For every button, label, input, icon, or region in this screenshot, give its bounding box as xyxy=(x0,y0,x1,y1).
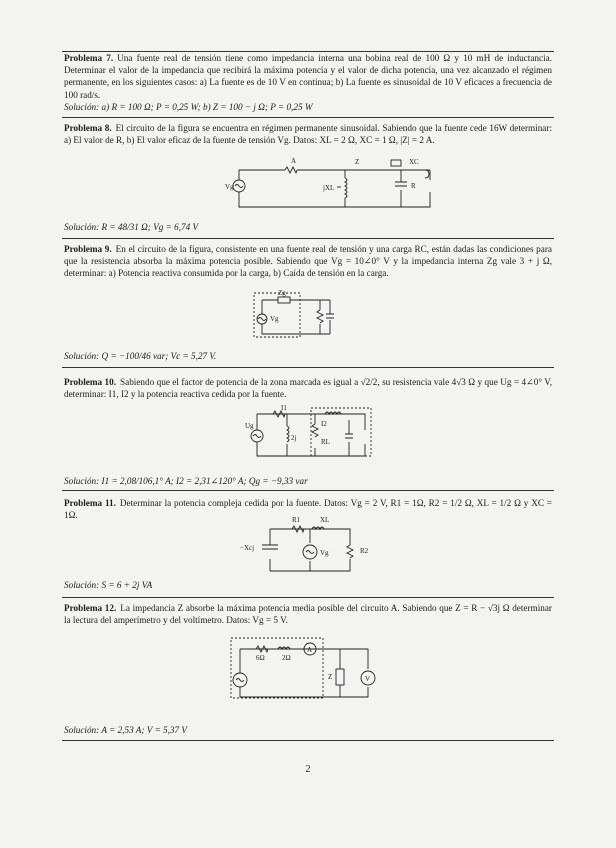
problem-11-solution xyxy=(64,579,552,591)
problem-title: Problema 12. xyxy=(64,603,117,613)
label-6ohm: 6Ω xyxy=(256,654,265,662)
label-voltmeter: V xyxy=(365,675,371,683)
divider xyxy=(62,117,554,118)
solution-text: R = 48/31 Ω; Vg = 6,74 V xyxy=(101,222,199,232)
solution-label: Solución: xyxy=(64,476,100,486)
problem-text: Sabiendo que el factor de potencia de la zona marcada es igual a √2/2, su resistencia vale 4√3 Ω y que Ug = 4∠0° V, determinar: I1, I2 y la potencia reactiva cedida por la fuente. xyxy=(64,377,552,400)
label-2j: 2j xyxy=(291,434,297,442)
label-xc: XC xyxy=(409,158,419,166)
solution-label: Solución: xyxy=(64,222,100,232)
problem-8 xyxy=(64,122,552,146)
solution-label: Solución: xyxy=(64,725,100,735)
label-i1: I1 xyxy=(281,404,287,412)
impedance-z xyxy=(336,669,344,685)
problem-7-solution xyxy=(64,101,552,113)
problem-text: Una fuente real de tensión tiene como impedancia interna una bobina real de 100 Ω y 10 mH de inductancia. Determinar el valor de la impedancia que recibirá la máxima potencia y el valor de dicha potencia, una vez alcanzado el régimen permanente, en los siguientes casos: a) La fuente es de 10 V en continua; b) La fuente es sinusoidal de 10 V eficaces a frecuencia de 100 rad/s. xyxy=(64,53,552,100)
problem-9-solution xyxy=(64,350,552,362)
load-resistor xyxy=(317,310,323,323)
problem-title: Problema 11. xyxy=(64,498,116,508)
label-i2: I2 xyxy=(321,420,327,428)
label-vg: Vg xyxy=(270,315,279,323)
problem-title: Problema 9. xyxy=(64,244,112,254)
label-rl: RL xyxy=(321,438,330,446)
label-Z: Z xyxy=(328,673,333,681)
solution-label: Solución: xyxy=(64,102,100,112)
capacitor-XC xyxy=(395,182,407,186)
label-R: R xyxy=(411,182,416,190)
label-jxl: jXL xyxy=(323,184,335,192)
inductor-jXL xyxy=(345,178,347,198)
solution-text: S = 6 + 2j VA xyxy=(101,580,153,590)
divider xyxy=(62,367,554,368)
inductor-2j xyxy=(287,426,289,442)
figure-10-circuit xyxy=(245,404,375,462)
problem-7 xyxy=(64,52,552,101)
problem-text: En el circuito de la figura, consistente en una fuente real de tensión y una carga RC, están dadas las condiciones para que la resistencia absorba la máxima potencia posible. Sabiendo que Vg = 10∠0° V y la impedancia interna Zg vale 3 + j Ω, determinar: a) Potencia reactiva consumida por la carga, b) Caída de tensión en la carga. xyxy=(64,244,552,279)
problem-text: Determinar la potencia compleja cedida por la fuente. Datos: Vg = 2 V, R1 = 1Ω, R2 = 1/2 Ω, XL = 1/2 Ω y XC = 1Ω. xyxy=(64,498,552,521)
solution-text: A = 2,53 A; V = 5,37 V xyxy=(101,725,188,735)
problem-8-solution xyxy=(64,221,552,233)
resistor-R xyxy=(285,167,297,173)
solution-label: Solución: xyxy=(64,580,100,590)
label-r1: R1 xyxy=(292,516,301,524)
problem-text: La impedancia Z absorbe la máxima potencia media posible del circuito A. Sabiendo que Z = R − √3j Ω determinar la lectura del amperímetro y del voltímetro. Datos: Vg = 5 V. xyxy=(64,603,552,626)
label-vg: Vg xyxy=(225,183,234,191)
problem-12-solution xyxy=(64,724,552,736)
capacitor-xc xyxy=(262,545,278,549)
label-ammeter: A xyxy=(307,646,313,654)
problem-title: Problema 8. xyxy=(64,123,112,133)
label-Z: Z xyxy=(355,158,360,166)
problem-12 xyxy=(64,602,552,626)
label-r2: R2 xyxy=(360,547,369,555)
figure-12-circuit xyxy=(228,635,388,707)
solution-text: I1 = 2,08/106,1° A; I2 = 2,31∠120° A; Qg = −9,33 var xyxy=(101,476,308,486)
label-xcj: −Xcj xyxy=(240,544,255,552)
resistor-rl xyxy=(312,424,318,437)
divider xyxy=(62,740,554,741)
impedance-zg xyxy=(278,297,290,303)
solution-label: Solución: xyxy=(64,351,100,361)
figure-11-circuit xyxy=(240,515,380,577)
label-vg: Vg xyxy=(320,549,329,557)
divider xyxy=(62,238,554,239)
label-2ohm: 2Ω xyxy=(282,654,291,662)
divider xyxy=(62,490,554,491)
marked-zone xyxy=(311,408,371,456)
solution-text: Q = −100/46 var; Vc = 5,27 V. xyxy=(101,351,217,361)
figure-8-circuit xyxy=(225,152,445,214)
figure-9-circuit xyxy=(250,290,345,342)
problem-10 xyxy=(64,376,552,400)
page-number: 2 xyxy=(305,764,311,775)
divider xyxy=(62,597,554,598)
label-zg: Zg xyxy=(278,290,286,297)
problem-9 xyxy=(64,243,552,280)
solution-text: a) R = 100 Ω; P = 0,25 W; b) Z = 100 − j Ω; P = 0,25 W xyxy=(101,102,313,112)
problem-title: Problema 10. xyxy=(64,377,117,387)
problem-text: El circuito de la figura se encuentra en régimen permanente sinusoidal. Sabiendo que la fuente cede 16W determinar: a) El valor de R, b) El valor eficaz de la fuente de tensión Vg. Datos: XL = 2 Ω, XC = 1 Ω, |Z| = 2 A. xyxy=(64,123,553,146)
load-capacitor xyxy=(326,300,334,334)
problem-10-solution xyxy=(64,475,552,487)
label-ug: Ug xyxy=(245,422,254,430)
label-xl: XL xyxy=(320,516,330,524)
resistor-r2 xyxy=(347,545,353,558)
label-A: A xyxy=(291,157,297,165)
problem-title: Problema 7. xyxy=(64,53,114,63)
